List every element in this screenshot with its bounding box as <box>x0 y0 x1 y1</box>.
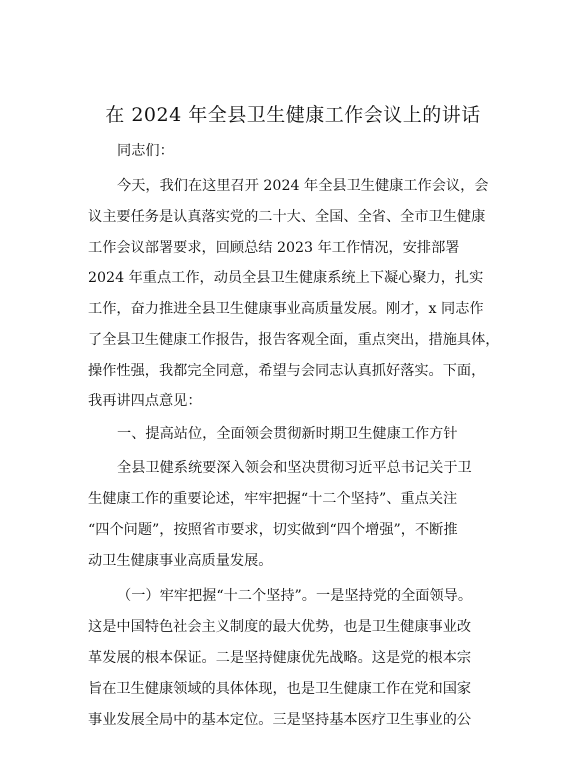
paragraph-line: 今天，我们在这里召开 2024 年全县卫生健康工作会议，会 <box>117 178 489 194</box>
paragraph-line: （一）牢牢把握“十二个坚持”。一是坚持党的全面领导。 <box>117 588 473 604</box>
paragraph-line: 生健康工作的重要论述，牢牢把握“十二个坚持”、重点关注 <box>88 491 458 507</box>
paragraph-line: 革发展的根本保证。二是坚持健康优先战略。这是党的根本宗 <box>88 650 472 666</box>
paragraph-line: 了全县卫生健康工作报告，报告客观全面，重点突出，措施具体， <box>88 332 500 348</box>
paragraph-line: 2024 年重点工作，动员全县卫生健康系统上下凝心聚力，扎实 <box>88 270 484 286</box>
paragraph-line: 工作，奋力推进全县卫生健康事业高质量发展。刚才，x 同志作 <box>88 301 484 317</box>
paragraph-line: 事业发展全局中的基本定位。三是坚持基本医疗卫生事业的公 <box>88 712 472 728</box>
document-title: 在 2024 年全县卫生健康工作会议上的讲话 <box>105 104 481 126</box>
paragraph-line: 我再讲四点意见： <box>88 393 202 409</box>
paragraph-line: 工作会议部署要求，回顾总结 2023 年工作情况，安排部署 <box>88 240 460 256</box>
section-heading: 一、提高站位，全面领会贯彻新时期卫生健康工作方针 <box>117 426 458 442</box>
paragraph-line: “四个问题”，按照省市要求，切实做到“四个增强”，不断推 <box>88 522 458 538</box>
salutation: 同志们： <box>117 143 174 159</box>
paragraph-line: 操作性强，我都完全同意，希望与会同志认真抓好落实。下面， <box>88 363 486 379</box>
paragraph-line: 旨在卫生健康领域的具体体现，也是卫生健康工作在党和国家 <box>88 681 472 697</box>
paragraph-line: 议主要任务是认真落实党的二十大、全国、全省、全市卫生健康 <box>88 209 486 225</box>
paragraph-line: 动卫生健康事业高质量发展。 <box>88 553 273 569</box>
paragraph-line: 这是中国特色社会主义制度的最大优势，也是卫生健康事业改 <box>88 619 472 635</box>
paragraph-line: 全县卫健系统要深入领会和坚决贯彻习近平总书记关于卫 <box>117 460 472 476</box>
